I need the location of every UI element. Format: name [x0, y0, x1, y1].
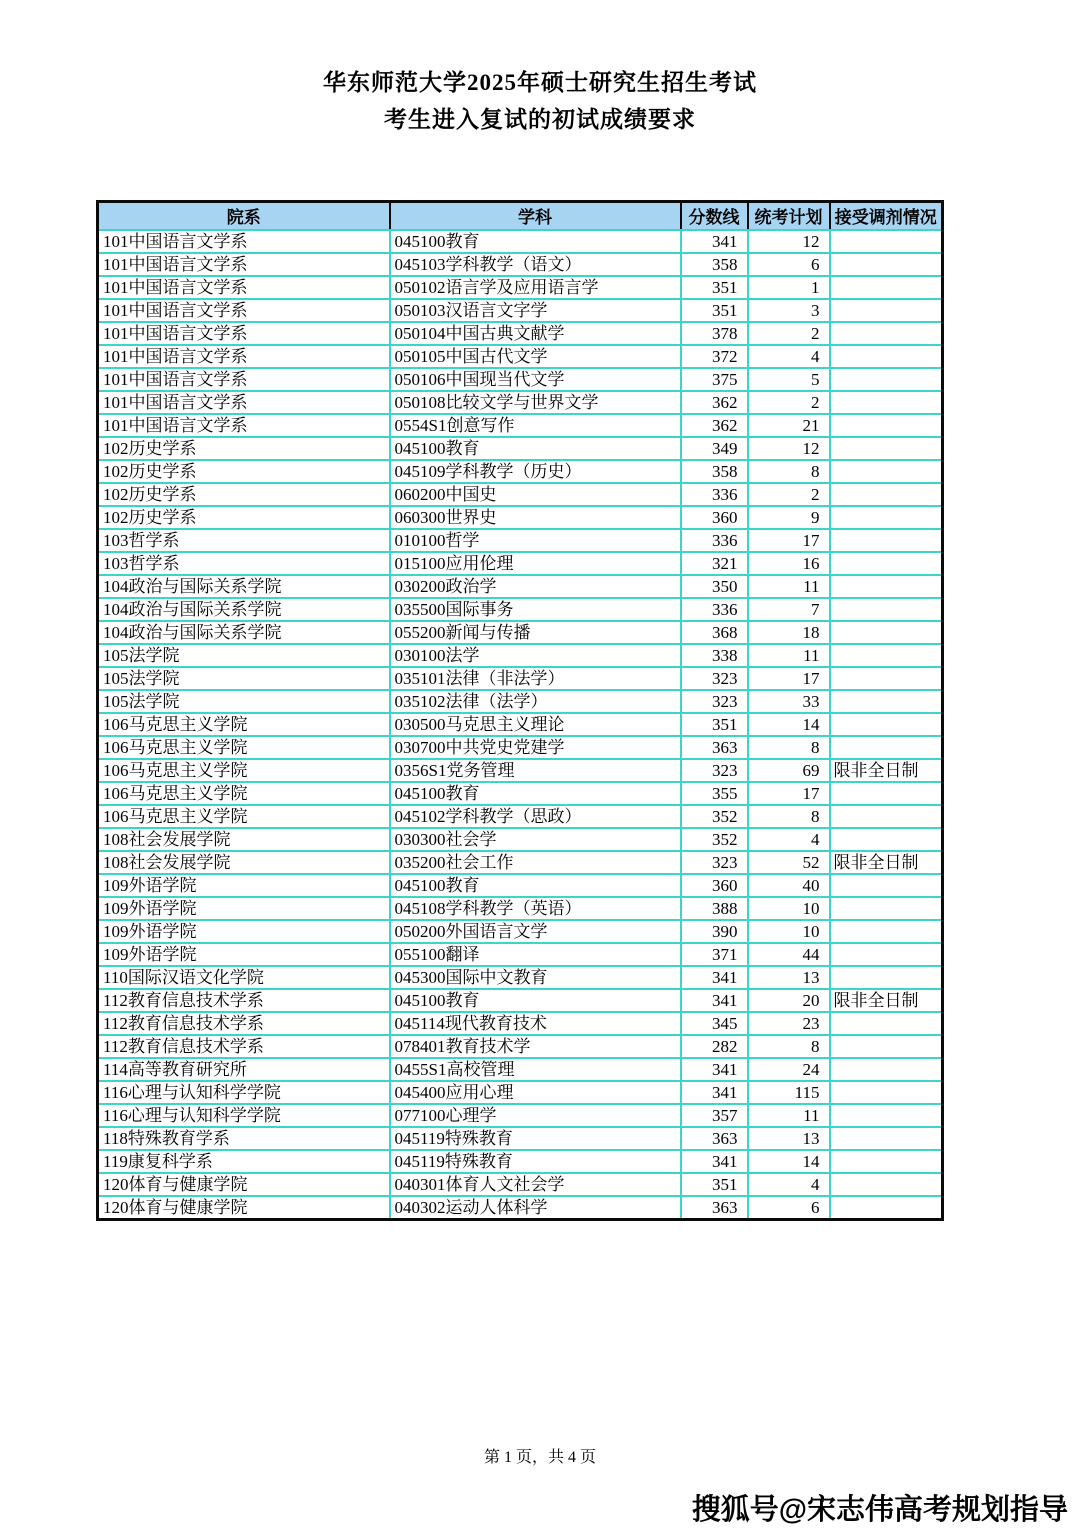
dept-cell: 104政治与国际关系学院 [98, 621, 390, 644]
plan-cell: 8 [748, 1035, 830, 1058]
subject-cell: 0554S1创意写作 [390, 414, 681, 437]
score-requirements-table [96, 200, 944, 1221]
score-cell: 341 [681, 1081, 748, 1104]
subject-cell: 050104中国古典文献学 [390, 322, 681, 345]
score-cell: 341 [681, 1058, 748, 1081]
score-cell: 371 [681, 943, 748, 966]
dept-cell: 101中国语言文学系 [98, 414, 390, 437]
score-cell: 357 [681, 1104, 748, 1127]
dept-cell: 108社会发展学院 [98, 851, 390, 874]
transfer-cell [830, 897, 943, 920]
score-cell: 338 [681, 644, 748, 667]
score-cell: 351 [681, 299, 748, 322]
score-cell: 323 [681, 690, 748, 713]
subject-cell: 035101法律（非法学） [390, 667, 681, 690]
dept-cell: 114高等教育研究所 [98, 1058, 390, 1081]
table-row [98, 897, 943, 920]
transfer-cell [830, 1035, 943, 1058]
transfer-cell [830, 621, 943, 644]
transfer-cell [830, 805, 943, 828]
plan-cell: 44 [748, 943, 830, 966]
table-row [98, 1150, 943, 1173]
table-row [98, 943, 943, 966]
subject-cell: 0455S1高校管理 [390, 1058, 681, 1081]
dept-cell: 106马克思主义学院 [98, 713, 390, 736]
score-cell: 323 [681, 667, 748, 690]
plan-cell: 33 [748, 690, 830, 713]
dept-cell: 105法学院 [98, 690, 390, 713]
subject-cell: 045100教育 [390, 989, 681, 1012]
score-cell: 341 [681, 989, 748, 1012]
dept-cell: 112教育信息技术学系 [98, 989, 390, 1012]
table-header [98, 202, 943, 230]
table-row [98, 483, 943, 506]
table-row [98, 529, 943, 552]
plan-cell: 18 [748, 621, 830, 644]
subject-cell: 045109学科教学（历史） [390, 460, 681, 483]
dept-cell: 102历史学系 [98, 437, 390, 460]
subject-cell: 045100教育 [390, 874, 681, 897]
table-row [98, 506, 943, 529]
column-header-dept-cell: 院系 [98, 202, 390, 230]
dept-cell: 109外语学院 [98, 874, 390, 897]
transfer-cell [830, 1104, 943, 1127]
column-header-transfer-cell: 接受调剂情况 [830, 202, 943, 230]
plan-cell: 2 [748, 483, 830, 506]
dept-cell: 105法学院 [98, 667, 390, 690]
subject-cell: 045300国际中文教育 [390, 966, 681, 989]
subject-cell: 045119特殊教育 [390, 1127, 681, 1150]
transfer-cell [830, 1058, 943, 1081]
dept-cell: 102历史学系 [98, 483, 390, 506]
table-row [98, 1127, 943, 1150]
plan-cell: 13 [748, 1127, 830, 1150]
subject-cell: 030200政治学 [390, 575, 681, 598]
subject-cell: 030300社会学 [390, 828, 681, 851]
table-row [98, 782, 943, 805]
score-cell: 363 [681, 1127, 748, 1150]
transfer-cell [830, 713, 943, 736]
score-cell: 345 [681, 1012, 748, 1035]
table-row [98, 1012, 943, 1035]
score-cell: 363 [681, 736, 748, 759]
transfer-cell [830, 920, 943, 943]
dept-cell: 119康复科学系 [98, 1150, 390, 1173]
plan-cell: 8 [748, 460, 830, 483]
transfer-cell [830, 322, 943, 345]
plan-cell: 9 [748, 506, 830, 529]
score-cell: 358 [681, 460, 748, 483]
dept-cell: 112教育信息技术学系 [98, 1035, 390, 1058]
plan-cell: 40 [748, 874, 830, 897]
table-row [98, 989, 943, 1012]
transfer-cell: 限非全日制 [830, 989, 943, 1012]
table-row [98, 345, 943, 368]
plan-cell: 24 [748, 1058, 830, 1081]
table-body [98, 230, 943, 1220]
score-cell: 351 [681, 713, 748, 736]
score-cell: 351 [681, 1173, 748, 1196]
transfer-cell [830, 1150, 943, 1173]
column-header-plan-cell: 统考计划 [748, 202, 830, 230]
dept-cell: 101中国语言文学系 [98, 345, 390, 368]
document-title [0, 64, 1080, 138]
subject-cell: 010100哲学 [390, 529, 681, 552]
subject-cell: 045400应用心理 [390, 1081, 681, 1104]
score-cell: 341 [681, 230, 748, 253]
transfer-cell [830, 1173, 943, 1196]
table-row [98, 598, 943, 621]
column-header-subject-cell: 学科 [390, 202, 681, 230]
subject-cell: 077100心理学 [390, 1104, 681, 1127]
dept-cell: 106马克思主义学院 [98, 805, 390, 828]
score-cell: 352 [681, 805, 748, 828]
table-row [98, 276, 943, 299]
plan-cell: 16 [748, 552, 830, 575]
subject-cell: 045102学科教学（思政） [390, 805, 681, 828]
plan-cell: 5 [748, 368, 830, 391]
plan-cell: 115 [748, 1081, 830, 1104]
dept-cell: 101中国语言文学系 [98, 299, 390, 322]
table-row [98, 690, 943, 713]
plan-cell: 21 [748, 414, 830, 437]
dept-cell: 106马克思主义学院 [98, 736, 390, 759]
dept-cell: 101中国语言文学系 [98, 391, 390, 414]
table-row [98, 253, 943, 276]
subject-cell: 040302运动人体科学 [390, 1196, 681, 1220]
score-cell: 321 [681, 552, 748, 575]
transfer-cell [830, 644, 943, 667]
transfer-cell [830, 414, 943, 437]
plan-cell: 14 [748, 713, 830, 736]
dept-cell: 101中国语言文学系 [98, 368, 390, 391]
dept-cell: 101中国语言文学系 [98, 322, 390, 345]
subject-cell: 055200新闻与传播 [390, 621, 681, 644]
transfer-cell [830, 552, 943, 575]
dept-cell: 112教育信息技术学系 [98, 1012, 390, 1035]
score-cell: 388 [681, 897, 748, 920]
dept-cell: 101中国语言文学系 [98, 276, 390, 299]
transfer-cell [830, 667, 943, 690]
score-cell: 352 [681, 828, 748, 851]
transfer-cell [830, 575, 943, 598]
score-cell: 363 [681, 1196, 748, 1220]
score-cell: 355 [681, 782, 748, 805]
plan-cell: 17 [748, 529, 830, 552]
subject-cell: 060200中国史 [390, 483, 681, 506]
dept-cell: 106马克思主义学院 [98, 782, 390, 805]
score-cell: 358 [681, 253, 748, 276]
table-row [98, 621, 943, 644]
dept-cell: 110国际汉语文化学院 [98, 966, 390, 989]
transfer-cell [830, 1012, 943, 1035]
subject-cell: 045108学科教学（英语） [390, 897, 681, 920]
plan-cell: 11 [748, 644, 830, 667]
subject-cell: 050103汉语言文字学 [390, 299, 681, 322]
table-row [98, 805, 943, 828]
dept-cell: 109外语学院 [98, 897, 390, 920]
subject-cell: 035500国际事务 [390, 598, 681, 621]
plan-cell: 12 [748, 230, 830, 253]
subject-cell: 050108比较文学与世界文学 [390, 391, 681, 414]
transfer-cell [830, 345, 943, 368]
table-row [98, 713, 943, 736]
plan-cell: 3 [748, 299, 830, 322]
table-row [98, 1058, 943, 1081]
subject-cell: 045100教育 [390, 782, 681, 805]
score-cell: 390 [681, 920, 748, 943]
table-row [98, 414, 943, 437]
table-row [98, 920, 943, 943]
score-cell: 351 [681, 276, 748, 299]
plan-cell: 11 [748, 575, 830, 598]
subject-cell: 078401教育技术学 [390, 1035, 681, 1058]
plan-cell: 1 [748, 276, 830, 299]
transfer-cell [830, 1081, 943, 1104]
dept-cell: 108社会发展学院 [98, 828, 390, 851]
plan-cell: 4 [748, 345, 830, 368]
subject-cell: 015100应用伦理 [390, 552, 681, 575]
column-header-score-cell: 分数线 [681, 202, 748, 230]
transfer-cell [830, 253, 943, 276]
plan-cell: 69 [748, 759, 830, 782]
dept-cell: 102历史学系 [98, 506, 390, 529]
dept-cell: 116心理与认知科学学院 [98, 1081, 390, 1104]
dept-cell: 109外语学院 [98, 943, 390, 966]
score-cell: 349 [681, 437, 748, 460]
watermark-text: 搜狐号@宋志伟高考规划指导 [691, 1494, 1068, 1526]
transfer-cell [830, 299, 943, 322]
subject-cell: 060300世界史 [390, 506, 681, 529]
plan-cell: 6 [748, 1196, 830, 1220]
subject-cell: 050102语言学及应用语言学 [390, 276, 681, 299]
plan-cell: 52 [748, 851, 830, 874]
plan-cell: 17 [748, 667, 830, 690]
score-cell: 336 [681, 483, 748, 506]
score-cell: 341 [681, 1150, 748, 1173]
score-cell: 375 [681, 368, 748, 391]
title-line-1: 华东师范大学2025年硕士研究生招生考试 [323, 70, 757, 95]
table-row [98, 874, 943, 897]
plan-cell: 10 [748, 897, 830, 920]
subject-cell: 030500马克思主义理论 [390, 713, 681, 736]
table-row [98, 368, 943, 391]
subject-cell: 0356S1党务管理 [390, 759, 681, 782]
transfer-cell [830, 506, 943, 529]
dept-cell: 118特殊教育学系 [98, 1127, 390, 1150]
score-cell: 323 [681, 851, 748, 874]
dept-cell: 105法学院 [98, 644, 390, 667]
plan-cell: 12 [748, 437, 830, 460]
table-row [98, 1173, 943, 1196]
dept-cell: 101中国语言文学系 [98, 253, 390, 276]
dept-cell: 102历史学系 [98, 460, 390, 483]
transfer-cell: 限非全日制 [830, 759, 943, 782]
plan-cell: 10 [748, 920, 830, 943]
plan-cell: 20 [748, 989, 830, 1012]
dept-cell: 109外语学院 [98, 920, 390, 943]
page-number: 第 1 页，共 4 页 [483, 1449, 596, 1466]
table-row [98, 644, 943, 667]
plan-cell: 11 [748, 1104, 830, 1127]
dept-cell: 104政治与国际关系学院 [98, 598, 390, 621]
score-cell: 282 [681, 1035, 748, 1058]
table-row [98, 299, 943, 322]
plan-cell: 4 [748, 1173, 830, 1196]
plan-cell: 13 [748, 966, 830, 989]
score-cell: 360 [681, 874, 748, 897]
dept-cell: 116心理与认知科学学院 [98, 1104, 390, 1127]
transfer-cell [830, 966, 943, 989]
transfer-cell [830, 874, 943, 897]
title-line-2: 考生进入复试的初试成绩要求 [384, 107, 696, 132]
plan-cell: 2 [748, 391, 830, 414]
table-row [98, 460, 943, 483]
table-row [98, 1196, 943, 1220]
table-row [98, 552, 943, 575]
score-cell: 336 [681, 529, 748, 552]
table-row [98, 1104, 943, 1127]
table-row [98, 230, 943, 253]
transfer-cell [830, 460, 943, 483]
transfer-cell [830, 391, 943, 414]
transfer-cell [830, 782, 943, 805]
transfer-cell: 限非全日制 [830, 851, 943, 874]
table-row [98, 851, 943, 874]
plan-cell: 14 [748, 1150, 830, 1173]
dept-cell: 101中国语言文学系 [98, 230, 390, 253]
score-cell: 372 [681, 345, 748, 368]
subject-cell: 050105中国古代文学 [390, 345, 681, 368]
transfer-cell [830, 1127, 943, 1150]
score-cell: 368 [681, 621, 748, 644]
table-row [98, 736, 943, 759]
transfer-cell [830, 598, 943, 621]
subject-cell: 030700中共党史党建学 [390, 736, 681, 759]
table-row [98, 437, 943, 460]
plan-cell: 17 [748, 782, 830, 805]
dept-cell: 120体育与健康学院 [98, 1173, 390, 1196]
subject-cell: 030100法学 [390, 644, 681, 667]
score-cell: 350 [681, 575, 748, 598]
score-cell: 362 [681, 414, 748, 437]
transfer-cell [830, 943, 943, 966]
subject-cell: 040301体育人文社会学 [390, 1173, 681, 1196]
table-row [98, 667, 943, 690]
subject-cell: 050106中国现当代文学 [390, 368, 681, 391]
score-cell: 341 [681, 966, 748, 989]
subject-cell: 035200社会工作 [390, 851, 681, 874]
transfer-cell [830, 276, 943, 299]
plan-cell: 4 [748, 828, 830, 851]
score-cell: 360 [681, 506, 748, 529]
table-row [98, 966, 943, 989]
transfer-cell [830, 483, 943, 506]
plan-cell: 6 [748, 253, 830, 276]
table-row [98, 1081, 943, 1104]
plan-cell: 23 [748, 1012, 830, 1035]
table-row [98, 575, 943, 598]
subject-cell: 045100教育 [390, 437, 681, 460]
subject-cell: 045119特殊教育 [390, 1150, 681, 1173]
transfer-cell [830, 437, 943, 460]
dept-cell: 104政治与国际关系学院 [98, 575, 390, 598]
plan-cell: 2 [748, 322, 830, 345]
subject-cell: 050200外国语言文学 [390, 920, 681, 943]
transfer-cell [830, 736, 943, 759]
subject-cell: 055100翻译 [390, 943, 681, 966]
dept-cell: 120体育与健康学院 [98, 1196, 390, 1220]
dept-cell: 103哲学系 [98, 552, 390, 575]
transfer-cell [830, 368, 943, 391]
subject-cell: 035102法律（法学） [390, 690, 681, 713]
table-row [98, 322, 943, 345]
table-row [98, 1035, 943, 1058]
plan-cell: 7 [748, 598, 830, 621]
subject-cell: 045114现代教育技术 [390, 1012, 681, 1035]
transfer-cell [830, 690, 943, 713]
score-cell: 378 [681, 322, 748, 345]
table-row [98, 759, 943, 782]
table-header-row [98, 202, 943, 230]
transfer-cell [830, 1196, 943, 1220]
table-row [98, 828, 943, 851]
table-row [98, 391, 943, 414]
dept-cell: 106马克思主义学院 [98, 759, 390, 782]
transfer-cell [830, 828, 943, 851]
subject-cell: 045103学科教学（语文） [390, 253, 681, 276]
plan-cell: 8 [748, 805, 830, 828]
transfer-cell [830, 230, 943, 253]
subject-cell: 045100教育 [390, 230, 681, 253]
dept-cell: 103哲学系 [98, 529, 390, 552]
score-cell: 362 [681, 391, 748, 414]
plan-cell: 8 [748, 736, 830, 759]
score-cell: 336 [681, 598, 748, 621]
transfer-cell [830, 529, 943, 552]
score-cell: 323 [681, 759, 748, 782]
